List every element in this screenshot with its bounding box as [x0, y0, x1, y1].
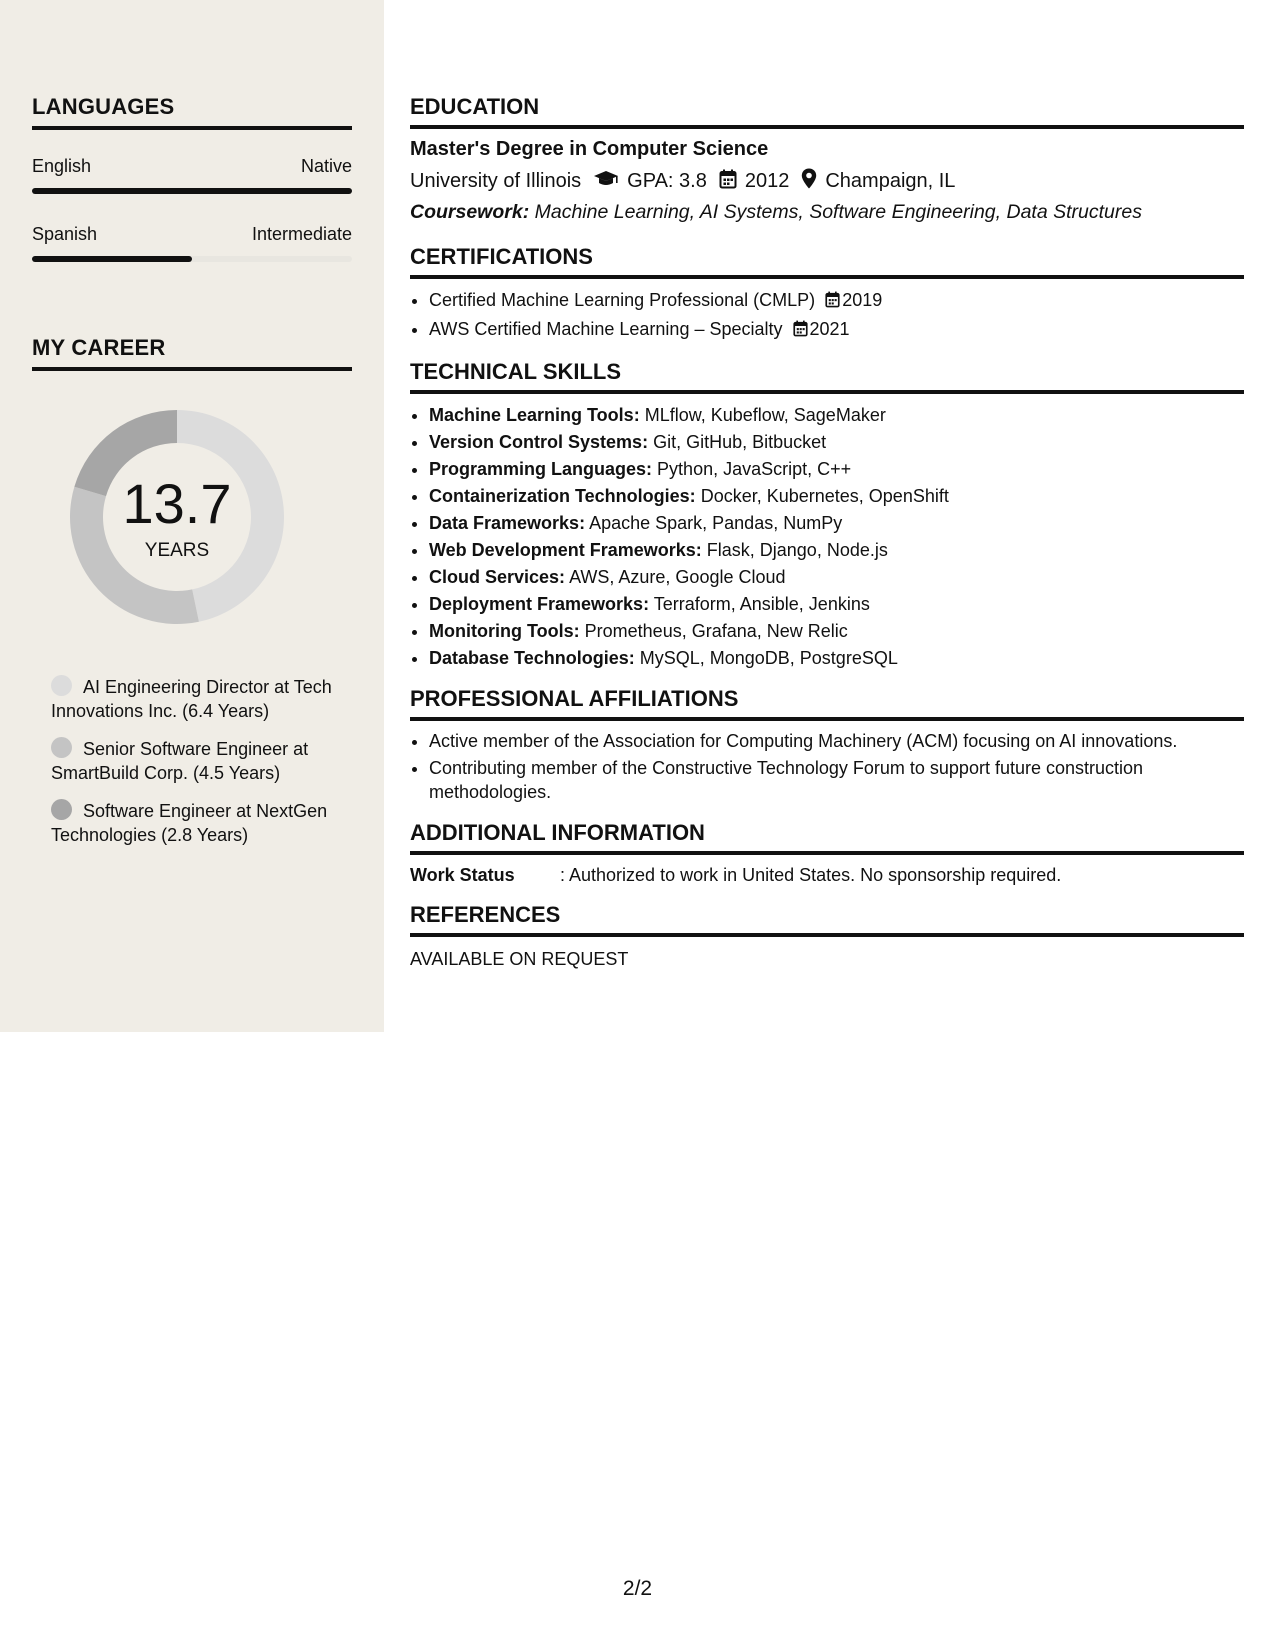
language-bar-fill: [32, 188, 352, 194]
skill-value: Python, JavaScript, C++: [657, 459, 852, 479]
skill-label: Machine Learning Tools:: [429, 405, 640, 425]
education-title: EDUCATION: [410, 94, 1244, 129]
additional-section: [410, 820, 1244, 886]
graduation-cap-icon: [593, 170, 619, 194]
page-number: 2/2: [622, 1577, 653, 1600]
skills-title: TECHNICAL SKILLS: [410, 359, 1244, 394]
affiliations-list: [410, 729, 1244, 804]
skill-value: Terraform, Ansible, Jenkins: [653, 594, 870, 614]
education-degree: Master's Degree in Computer Science: [410, 138, 769, 160]
main-content: [410, 0, 1244, 970]
references-title: REFERENCES: [410, 902, 1244, 937]
cert-name: AWS Certified Machine Learning – Specialty: [429, 319, 783, 339]
skill-value: Apache Spark, Pandas, NumPy: [589, 513, 843, 533]
education-school: University of Illinois: [410, 170, 582, 192]
education-coursework: [410, 201, 1244, 224]
list-item: [429, 483, 1244, 510]
languages-title: LANGUAGES: [32, 94, 352, 130]
language-level: Native: [300, 156, 352, 176]
language-bar-fill: [32, 256, 192, 262]
skill-label: Containerization Technologies:: [429, 486, 696, 506]
list-item: [429, 429, 1244, 456]
career-dot-icon: [51, 675, 72, 696]
career-dot-icon: [51, 737, 72, 758]
location-pin-icon: [801, 168, 817, 195]
list-item: • Contributing member of the Constructive Technology Forum to support future construction methodologies.: [429, 756, 1244, 804]
certifications-list: [410, 287, 1244, 345]
language-level: Intermediate: [251, 224, 352, 244]
work-status-label: Work Status: [410, 865, 515, 885]
skill-label: Database Technologies:: [429, 648, 635, 668]
list-item: [429, 564, 1244, 591]
skill-value: AWS, Azure, Google Cloud: [569, 567, 786, 587]
references-text: AVAILABLE ON REQUEST: [410, 949, 629, 969]
skills-section: [410, 359, 1244, 672]
list-item: • Active member of the Association for Computing Machinery (ACM) focusing on AI innovations.: [429, 729, 1244, 753]
cert-year: 2021: [809, 319, 850, 339]
career-list: [32, 675, 341, 861]
skill-label: Version Control Systems:: [429, 432, 649, 452]
education-location: Champaign, IL: [825, 170, 956, 192]
language-name: Spanish: [32, 224, 98, 244]
affiliations-section: [410, 686, 1244, 804]
skill-value: MySQL, MongoDB, PostgreSQL: [639, 648, 898, 668]
skill-label: Deployment Frameworks:: [429, 594, 650, 614]
list-item: [429, 402, 1244, 429]
career-total: 13.7: [122, 472, 232, 535]
language-bar: [32, 188, 352, 194]
skill-label: Web Development Frameworks:: [429, 540, 702, 560]
list-item: [429, 287, 1244, 316]
skill-label: Monitoring Tools:: [429, 621, 580, 641]
career-dot-icon: [51, 799, 72, 820]
skills-list: [410, 402, 1244, 672]
list-item: [429, 316, 1244, 345]
skill-value: MLflow, Kubeflow, SageMaker: [644, 405, 886, 425]
education-year: 2012: [744, 170, 790, 192]
skill-label: Cloud Services:: [429, 567, 566, 587]
cert-name: Certified Machine Learning Professional (CMLP): [429, 290, 816, 310]
language-spanish: [32, 224, 352, 262]
career-unit: YEARS: [144, 540, 210, 561]
coursework-label: Coursework:: [410, 201, 530, 223]
list-item: [429, 510, 1244, 537]
calendar-icon: [793, 318, 808, 345]
work-status-row: [410, 865, 1244, 886]
list-item: [429, 591, 1244, 618]
skill-label: Data Frameworks:: [429, 513, 586, 533]
career-item: [32, 737, 341, 785]
career-section: [32, 335, 352, 845]
list-item: [429, 618, 1244, 645]
language-english: [32, 156, 352, 194]
career-item: [32, 799, 341, 847]
skill-value: Git, GitHub, Bitbucket: [653, 432, 827, 452]
list-item: [429, 537, 1244, 564]
career-donut: [66, 406, 288, 628]
career-item-text: Senior Software Engineer at SmartBuild Corp. (4.5 Years): [51, 739, 309, 783]
career-item-text: AI Engineering Director at Tech Innovations Inc. (6.4 Years): [51, 677, 332, 721]
certifications-section: [410, 244, 1244, 345]
work-status-value: : Authorized to work in United States. No sponsorship required.: [560, 865, 1062, 885]
calendar-icon: [719, 169, 737, 195]
language-name: English: [32, 156, 92, 176]
skill-value: Prometheus, Grafana, New Relic: [584, 621, 848, 641]
affiliations-title: PROFESSIONAL AFFILIATIONS: [410, 686, 1244, 721]
list-item: [429, 645, 1244, 672]
list-item: [429, 456, 1244, 483]
language-bar: [32, 256, 352, 262]
education-section: [410, 94, 1244, 224]
skill-value: Docker, Kubernetes, OpenShift: [700, 486, 949, 506]
certifications-title: CERTIFICATIONS: [410, 244, 1244, 279]
references-section: [410, 902, 1244, 970]
cert-year: 2019: [842, 290, 883, 310]
career-item: [32, 675, 341, 723]
coursework-text: Machine Learning, AI Systems, Software Engineering, Data Structures: [534, 201, 1142, 223]
education-gpa: GPA: 3.8: [627, 170, 707, 192]
sidebar: [0, 0, 384, 1032]
languages-section: [32, 94, 352, 262]
skill-label: Programming Languages:: [429, 459, 653, 479]
skill-value: Flask, Django, Node.js: [706, 540, 888, 560]
calendar-icon: [825, 289, 840, 316]
additional-title: ADDITIONAL INFORMATION: [410, 820, 1244, 855]
education-details: [410, 168, 1244, 195]
career-item-text: Software Engineer at NextGen Technologies (2.8 Years): [51, 801, 328, 845]
career-title: MY CAREER: [32, 335, 352, 371]
